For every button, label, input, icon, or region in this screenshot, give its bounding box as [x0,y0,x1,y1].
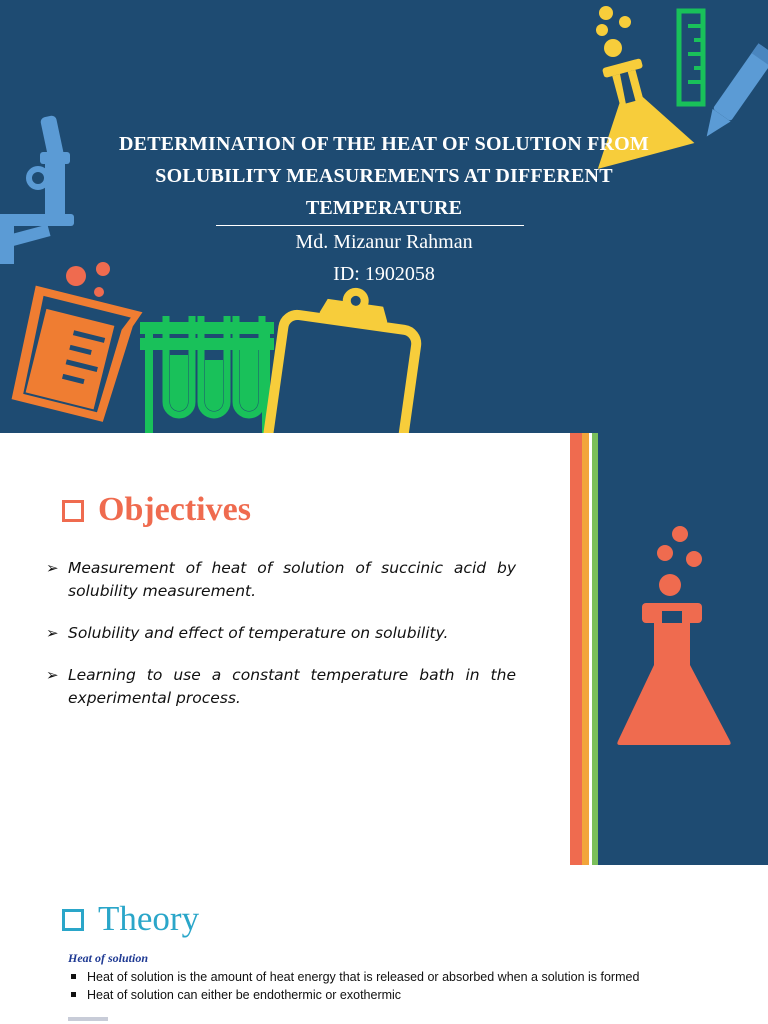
title-slide [0,0,768,433]
sub-heading: Heat of solution [68,951,149,965]
ruler-icon [679,11,703,104]
list-item [46,622,516,645]
checkbox-icon [62,500,84,522]
item-text: Learning to use a constant temperature bath in the experimental process. [68,666,516,707]
item-text: Solubility and effect of temperature on solubility. [68,624,449,642]
title-line: SOLUBILITY MEASUREMENTS AT DIFFERENT [155,165,613,187]
student-id: ID: 1902058 [333,263,435,285]
title-line: DETERMINATION OF THE HEAT OF SOLUTION FROM [119,133,649,155]
heading-text: Theory [98,899,200,938]
list-item [46,664,516,710]
item-text: Measurement of heat of solution of succinic acid by solubility measurement. [68,559,516,600]
theory-list [70,968,750,1004]
checkbox-icon [62,909,84,931]
clipboard-icon [264,278,422,433]
objectives-heading [62,488,251,532]
theory-slide [0,865,768,1024]
author-name: Md. Mizanur Rahman [295,231,473,253]
flask-icon [598,433,768,865]
yellow-stripe [582,433,589,865]
title-line: TEMPERATURE [305,197,463,219]
list-item: Heat of solution can either be endothermic or exothermic [70,986,750,1004]
presentation-title [80,128,688,224]
heading-text: Objectives [98,491,251,528]
theory-heading [62,897,199,941]
arrow-bullet-icon: ➢ [46,666,59,684]
objectives-slide [0,433,768,865]
list-item: Heat of solution is the amount of heat energy that is released or absorbed when a solution is formed [70,968,750,986]
arrow-bullet-icon: ➢ [46,624,59,642]
list-item [46,557,516,603]
title-divider [216,225,524,226]
objectives-list [46,557,516,729]
orange-stripe [570,433,582,865]
arrow-bullet-icon: ➢ [46,559,59,577]
cut-off-text-fragment [68,1017,108,1021]
pencil-icon [698,43,768,142]
test-tubes-icon [140,316,274,433]
decorative-panel [598,433,768,865]
